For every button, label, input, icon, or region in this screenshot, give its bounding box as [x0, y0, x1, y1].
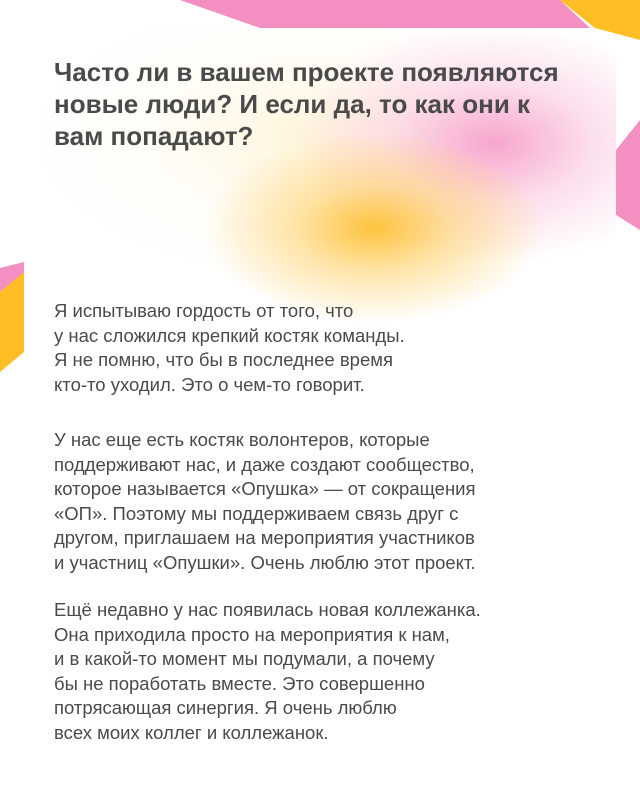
answer-paragraph-3: Ещё недавно у нас появилась новая коллежанка. Она приходила просто на мероприятия к нам, и в какой-то момент мы подумали, а почему бы не поработать вместе. Это совершенно потрясающая синергия. Я очень люблю всех моих коллег и коллежанок.	[54, 599, 481, 743]
pink-top-shape	[180, 0, 590, 28]
question-title: Часто ли в вашем проекте появляются новые люди? И если да, то как они к вам попадают?	[54, 57, 559, 151]
pink-right-shape	[616, 120, 640, 230]
answer-paragraph-2: У нас еще есть костяк волонтеров, которые поддерживают нас, и даже создают сообщество, которое называется «Опушка» — от сокращения «ОП». Поэтому мы поддерживаем связь друг с другом, приглашаем на мероприятия участников и участниц «Опушки». Очень люблю этот проект.	[54, 429, 476, 573]
answer-paragraph-1: Я испытываю гордость от того, что у нас сложился крепкий костяк команды. Я не помню, что бы в последнее время кто-то уходил. Это о чем-то говорит.	[54, 300, 405, 395]
